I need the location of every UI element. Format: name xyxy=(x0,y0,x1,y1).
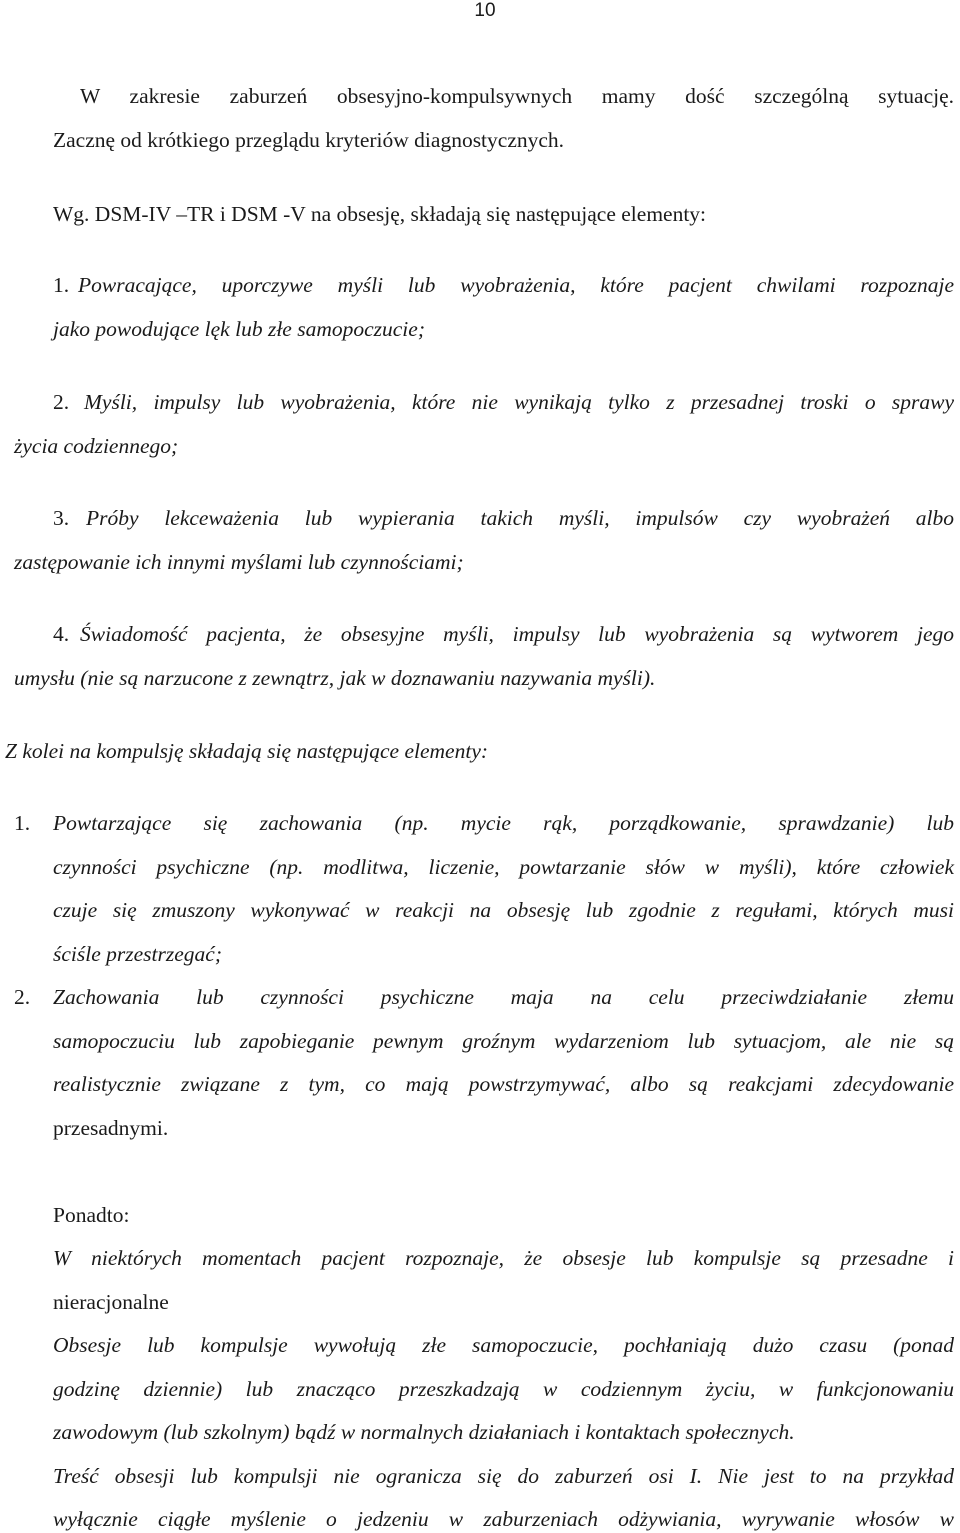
paragraph-line: wyłącznie ciągłe myślenie o jedzeniu w zaburzeniach odżywiania, wyrywanie włosów w xyxy=(53,1507,954,1531)
list-number: 4. xyxy=(53,622,70,646)
ponadto-heading: Ponadto: xyxy=(53,1203,130,1227)
paragraph-line: nieracjonalne xyxy=(53,1290,169,1314)
list-item-text: Świadomość pacjenta, że obsesyjne myśli, impulsy lub wyobrażenia są wytworem jego xyxy=(80,622,954,646)
list-item-text: przesadnymi. xyxy=(53,1116,169,1140)
paragraph-line: zawodowym (lub szkolnym) bądź w normalnych działaniach i kontaktach społecznych. xyxy=(53,1420,795,1444)
section-heading: Z kolei na kompulsję składają się następujące elementy: xyxy=(5,739,489,763)
list-item-text: życia codziennego; xyxy=(14,434,179,458)
page-number: 10 xyxy=(474,0,496,21)
list-number: 1. xyxy=(53,273,70,297)
list-item-text: zastępowanie ich innymi myślami lub czynnościami; xyxy=(14,550,464,574)
paragraph-line: Treść obsesji lub kompulsji nie ogranicza się do zaburzeń osi I. Nie jest to na przykład xyxy=(53,1464,954,1488)
list-item-text: Powracające, uporczywe myśli lub wyobrażenia, które pacjent chwilami rozpoznaje xyxy=(78,273,954,297)
list-item-text: Zachowania lub czynności psychiczne maja na celu przeciwdziałanie złemu xyxy=(53,985,954,1009)
list-item-text: ściśle przestrzegać; xyxy=(53,942,222,966)
list-number: 2. xyxy=(14,985,31,1009)
list-item-text: Myśli, impulsy lub wyobrażenia, które nie wynikają tylko z przesadnej troski o sprawy xyxy=(84,390,954,414)
list-number: 1. xyxy=(14,811,31,835)
paragraph-line: W niektórych momentach pacjent rozpoznaje, że obsesje lub kompulsje są przesadne i xyxy=(53,1246,954,1270)
paragraph-line: godzinę dziennie) lub znacząco przeszkadzają w codziennym życiu, w funkcjonowaniu xyxy=(53,1377,954,1401)
intro-line: Wg. DSM-IV –TR i DSM -V na obsesję, składają się następujące elementy: xyxy=(53,202,707,226)
list-number: 2. xyxy=(53,390,70,414)
list-number: 3. xyxy=(53,506,70,530)
list-item-text: jako powodujące lęk lub złe samopoczucie; xyxy=(53,317,425,341)
paragraph-line: Obsesje lub kompulsje wywołują złe samopoczucie, pochłaniają dużo czasu (ponad xyxy=(53,1333,954,1357)
list-item-text: czynności psychiczne (np. modlitwa, liczenie, powtarzanie słów w myśli), które człowiek xyxy=(53,855,954,879)
list-item-text: samopoczuciu lub zapobieganie pewnym groźnym wydarzeniom lub sytuacjom, ale nie są xyxy=(53,1029,954,1053)
intro-line: Zacznę od krótkiego przeglądu kryteriów diagnostycznych. xyxy=(53,128,565,152)
intro-line: W zakresie zaburzeń obsesyjno-kompulsywnych mamy dość szczególną sytuację. xyxy=(80,84,954,108)
list-item-text: realistycznie związane z tym, co mają powstrzymywać, albo są reakcjami zdecydowanie xyxy=(53,1072,954,1096)
list-item-text: Próby lekceważenia lub wypierania takich myśli, impulsów czy wyobrażeń albo xyxy=(86,506,954,530)
list-item-text: umysłu (nie są narzucone z zewnątrz, jak w doznawaniu nazywania myśli). xyxy=(14,666,656,690)
list-item-text: czuje się zmuszony wykonywać w reakcji na obsesję lub zgodnie z regułami, których musi xyxy=(53,898,954,922)
list-item-text: Powtarzające się zachowania (np. mycie rąk, porządkowanie, sprawdzanie) lub xyxy=(53,811,954,835)
